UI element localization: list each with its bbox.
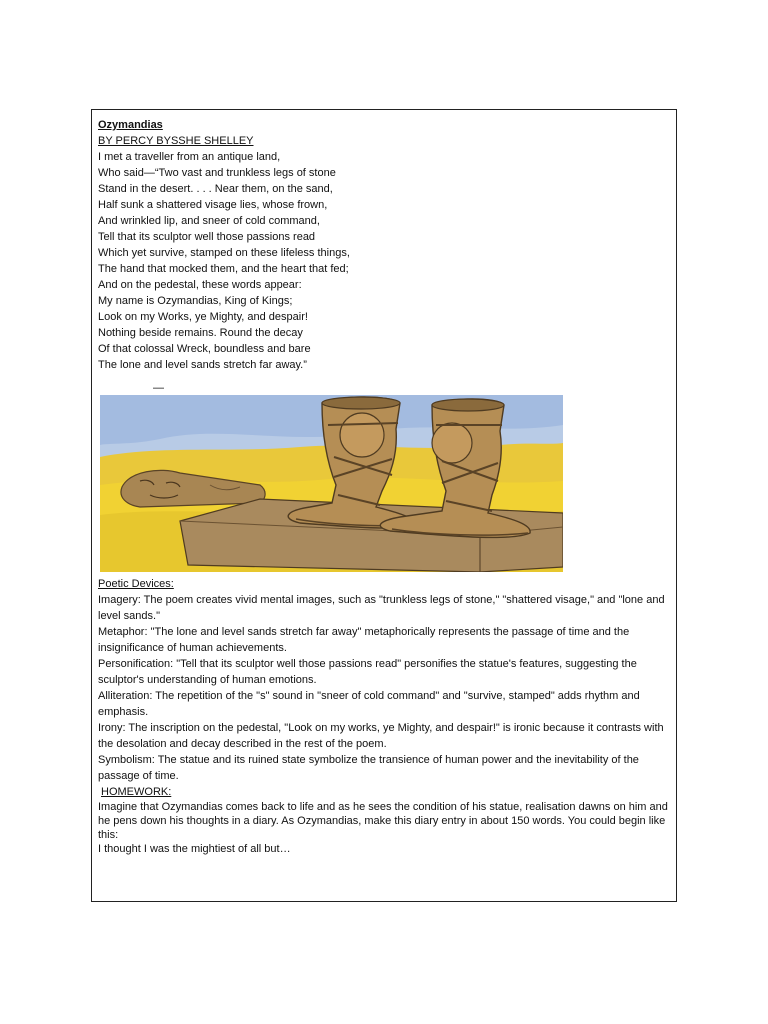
- device-irony: Irony: The inscription on the pedestal, "Look on my works, ye Mighty, and despair!" is ironic because it contrasts with the desolation and decay described in the rest of the poem.: [98, 722, 664, 750]
- poem-line: The hand that mocked them, and the heart that fed;: [98, 263, 349, 275]
- poem-line: Look on my Works, ye Mighty, and despair!: [98, 311, 308, 323]
- homework-heading: HOMEWORK:: [101, 786, 172, 798]
- device-metaphor: Metaphor: "The lone and level sands stretch far away" metaphorically represents the passage of time and the insignificance of human achievements.: [98, 626, 630, 654]
- poem-body: [98, 149, 670, 373]
- document-content: [98, 117, 670, 856]
- poem-title: Ozymandias: [98, 119, 163, 131]
- poem-author: BY PERCY BYSSHE SHELLEY: [98, 135, 254, 147]
- document-frame: [91, 109, 677, 902]
- poem-line: Who said—“Two vast and trunkless legs of stone: [98, 167, 336, 179]
- device-imagery: Imagery: The poem creates vivid mental images, such as "trunkless legs of stone," "shattered visage," and "lone and level sands.": [98, 594, 665, 622]
- device-symbolism: Symbolism: The statue and its ruined state symbolize the transience of human power and the inevitability of the passage of time.: [98, 754, 639, 782]
- poem-line: Stand in the desert. . . . Near them, on the sand,: [98, 183, 333, 195]
- device-personification: Personification: "Tell that its sculptor well those passions read" personifies the statue's features, suggesting the sculptor's understanding of human emotions.: [98, 658, 637, 686]
- poetic-devices-list: [98, 592, 670, 784]
- separator-dash: —: [153, 382, 164, 394]
- poem-line: And on the pedestal, these words appear:: [98, 279, 302, 291]
- ruined-statue-illustration: [100, 395, 563, 572]
- poem-line: Half sunk a shattered visage lies, whose frown,: [98, 199, 328, 211]
- poem-line: Which yet survive, stamped on these lifeless things,: [98, 247, 350, 259]
- poem-line: Tell that its sculptor well those passions read: [98, 231, 316, 243]
- poem-line: My name is Ozymandias, King of Kings;: [98, 295, 293, 307]
- homework-prompt: Imagine that Ozymandias comes back to life and as he sees the condition of his statue, realisation dawns on him and he pens down his thoughts in a diary. As Ozymandias, make this diary entry in about 150 words. You could begin like this:: [98, 801, 668, 841]
- poem-line: And wrinkled lip, and sneer of cold command,: [98, 215, 320, 227]
- poem-line: I met a traveller from an antique land,: [98, 151, 281, 163]
- poem-line: The lone and level sands stretch far away.”: [98, 359, 307, 371]
- poetic-devices-heading: Poetic Devices:: [98, 578, 174, 590]
- poem-line: Of that colossal Wreck, boundless and bare: [98, 343, 311, 355]
- device-alliteration: Alliteration: The repetition of the "s" sound in "sneer of cold command" and "survive, stamped" adds rhythm and emphasis.: [98, 690, 640, 718]
- homework-starter: I thought I was the mightiest of all but…: [98, 843, 291, 855]
- poem-line: Nothing beside remains. Round the decay: [98, 327, 303, 339]
